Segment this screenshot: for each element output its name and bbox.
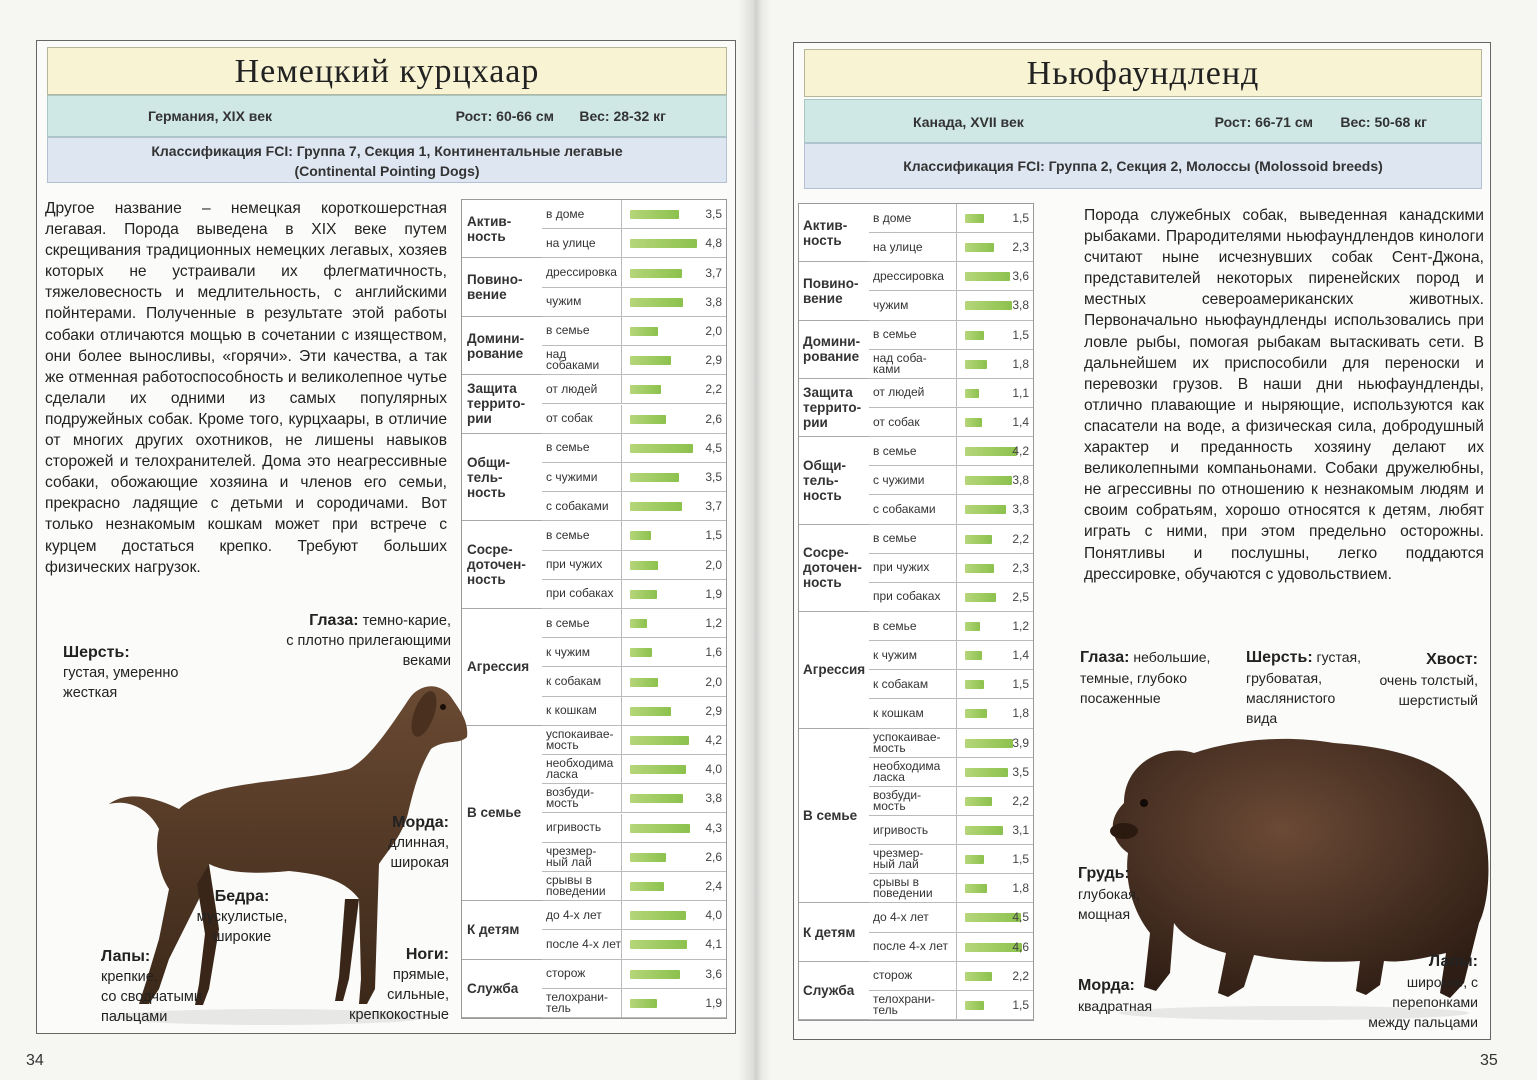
rating-bar xyxy=(965,505,1006,514)
rating-label: в семье xyxy=(546,317,622,345)
rating-value: 2,0 xyxy=(705,323,722,338)
breed-description: Другое название – немецкая короткошерстная легавая. Порода выведена в XIX веке путем скрещивания традиционных немецких легавых, хозяев которых не устраивали их флегматичность, тяжеловесность и медлительность, с английскими пойнтерами. Полученные в результате этой работы собаки отличаются мощью в сочетании с изяществом, они более выносливы, «горячи». Эти качества, а так же отменная работоспособность и великолепное чутье сделали их одними из самых популярных подружейных собак. Кроме того, курцхаары, в отличие от многих других охотников, не лишены навыков сторожей и телохранителей. Дома это неагрессивные собаки, обожающие хозяина и членов его семьи, прекрасно ладящие с детьми и сородичами. Вот только незнакомым кошкам может при встрече с курцем достаться крепко. Требуют больших физических нагрузок. xyxy=(45,200,447,576)
rating-bar xyxy=(965,331,984,340)
rating-bar xyxy=(630,678,658,687)
rating-bar xyxy=(965,476,1012,485)
rating-label: после 4-х лет xyxy=(546,930,622,958)
rating-bar xyxy=(630,444,693,453)
rating-value: 4,5 xyxy=(705,440,722,455)
rating-row xyxy=(542,346,726,375)
rating-label: над собаками xyxy=(546,346,622,374)
rating-value: 1,5 xyxy=(1012,327,1029,342)
rating-bar xyxy=(630,794,683,803)
rating-group: Актив- ность xyxy=(462,200,542,258)
rating-value: 1,4 xyxy=(1012,415,1029,430)
rating-value: 3,3 xyxy=(1012,502,1029,517)
rating-row xyxy=(869,991,1033,1020)
rating-value: 1,9 xyxy=(705,586,722,601)
rating-bar xyxy=(965,680,984,689)
rating-value: 3,5 xyxy=(705,470,722,485)
book-gutter xyxy=(738,0,772,1080)
rating-label: телохрани- тель xyxy=(546,989,622,1017)
rating-bar xyxy=(630,239,697,248)
fci-bar xyxy=(804,143,1482,189)
rating-value: 1,2 xyxy=(1012,619,1029,634)
rating-bar xyxy=(965,418,982,427)
rating-row xyxy=(869,291,1033,320)
rating-value: 2,4 xyxy=(705,879,722,894)
rating-row xyxy=(869,787,1033,816)
rating-bar xyxy=(965,243,994,252)
rating-group: Сосре- доточен- ность xyxy=(799,525,869,612)
rating-value: 2,2 xyxy=(1012,531,1029,546)
rating-value: 1,5 xyxy=(1012,211,1029,226)
rating-label: сторож xyxy=(873,962,957,990)
rating-label: в семье xyxy=(873,321,957,349)
rating-row xyxy=(542,492,726,521)
rating-bar xyxy=(630,970,680,979)
rating-label: дрессировка xyxy=(546,258,622,286)
rating-bar xyxy=(965,564,994,573)
rating-row xyxy=(869,845,1033,874)
rating-value: 3,6 xyxy=(1012,269,1029,284)
rating-bar xyxy=(965,884,987,893)
rating-label: при чужих xyxy=(546,551,622,579)
rating-bar xyxy=(965,622,980,631)
rating-bar xyxy=(630,327,658,336)
rating-row xyxy=(869,933,1033,962)
rating-label: в семье xyxy=(873,612,957,640)
rating-label: к чужим xyxy=(873,641,957,669)
rating-label: на улице xyxy=(873,233,957,261)
caption-coat: Шерсть: густая, грубоватая, маслянистого вида xyxy=(1246,649,1362,726)
rating-row xyxy=(869,583,1033,612)
rating-label: от собак xyxy=(546,405,622,433)
caption-legs: Ноги: прямые, сильные, крепкокостные xyxy=(349,946,449,1023)
rating-label: необходима ласка xyxy=(546,755,622,783)
rating-label: до 4-х лет xyxy=(546,901,622,929)
rating-label: чужим xyxy=(873,291,957,319)
rating-row xyxy=(869,816,1033,845)
right-page xyxy=(793,42,1491,1040)
rating-row xyxy=(869,204,1033,233)
rating-bar xyxy=(630,269,682,278)
rating-row xyxy=(542,229,726,258)
rating-bar xyxy=(965,535,992,544)
rating-label: в семье xyxy=(873,437,957,465)
rating-group: Актив- ность xyxy=(799,204,869,262)
rating-value: 1,9 xyxy=(705,995,722,1010)
rating-value: 1,5 xyxy=(1012,997,1029,1012)
rating-value: 1,1 xyxy=(1012,385,1029,400)
rating-bar xyxy=(630,882,664,891)
rating-value: 2,2 xyxy=(705,382,722,397)
rating-row xyxy=(869,962,1033,991)
caption-muzzle: Морда: квадратная xyxy=(1078,977,1153,1014)
rating-row xyxy=(869,641,1033,670)
info-bar xyxy=(47,95,727,137)
rating-row xyxy=(542,901,726,930)
rating-label: при чужих xyxy=(873,554,957,582)
rating-row xyxy=(869,321,1033,350)
rating-row xyxy=(542,930,726,959)
rating-value: 2,2 xyxy=(1012,968,1029,983)
rating-bar xyxy=(630,502,682,511)
rating-bar xyxy=(965,593,996,602)
rating-group: К детям xyxy=(462,901,542,959)
rating-row xyxy=(869,758,1033,787)
rating-row xyxy=(542,638,726,667)
rating-value: 3,5 xyxy=(1012,764,1029,779)
rating-row xyxy=(869,874,1033,903)
rating-value: 1,8 xyxy=(1012,881,1029,896)
rating-label: необходима ласка xyxy=(873,758,957,786)
ratings-table xyxy=(461,199,727,1019)
rating-row xyxy=(542,726,726,755)
rating-value: 1,5 xyxy=(1012,677,1029,692)
caption-tail: Хвост: очень толстый, шерстистый xyxy=(1379,651,1478,708)
rating-label: успокаивае- мость xyxy=(546,726,622,754)
rating-bar xyxy=(965,1001,984,1010)
fci-line-1: Классификация FCI: Группа 7, Секция 1, Континентальные легавые xyxy=(151,143,623,159)
rating-value: 3,5 xyxy=(705,207,722,222)
caption-muzzle: Морда: длинная, широкая xyxy=(388,814,449,871)
rating-value: 1,8 xyxy=(1012,356,1029,371)
rating-bar xyxy=(965,826,1003,835)
rating-bar xyxy=(630,940,687,949)
rating-value: 3,8 xyxy=(1012,473,1029,488)
rating-row xyxy=(542,258,726,287)
rating-value: 3,7 xyxy=(705,265,722,280)
fci-line-2: (Continental Pointing Dogs) xyxy=(294,163,480,179)
rating-label: дрессировка xyxy=(873,262,957,290)
rating-value: 4,1 xyxy=(705,937,722,952)
caption-thighs: Бедра: мускулистые, широкие xyxy=(196,888,288,945)
rating-label: от собак xyxy=(873,408,957,436)
rating-label: игривость xyxy=(546,814,622,842)
rating-bar xyxy=(630,473,679,482)
rating-row xyxy=(542,697,726,726)
rating-label: возбуди- мость xyxy=(873,787,957,815)
rating-row xyxy=(542,551,726,580)
rating-bar xyxy=(630,590,657,599)
rating-label: срывы в поведении xyxy=(546,872,622,900)
rating-row xyxy=(869,262,1033,291)
page-title: Немецкий курцхаар xyxy=(47,47,727,95)
rating-bar xyxy=(630,385,661,394)
rating-row xyxy=(542,814,726,843)
rating-bar xyxy=(630,824,690,833)
rating-bar xyxy=(965,360,987,369)
caption-coat: Шерсть: густая, умеренно жесткая xyxy=(63,644,179,701)
rating-row xyxy=(542,667,726,696)
rating-label: при собаках xyxy=(873,583,957,611)
rating-value: 4,8 xyxy=(705,236,722,251)
rating-row xyxy=(542,784,726,813)
rating-row xyxy=(542,317,726,346)
rating-label: срывы в поведении xyxy=(873,874,957,902)
rating-bar xyxy=(965,739,1013,748)
rating-value: 2,3 xyxy=(1012,560,1029,575)
rating-bar xyxy=(630,415,666,424)
rating-value: 1,8 xyxy=(1012,706,1029,721)
rating-group: Служба xyxy=(799,962,869,1020)
rating-bar xyxy=(630,648,652,657)
page-number-left: 34 xyxy=(26,1052,44,1069)
rating-label: успокаивае- мость xyxy=(873,729,957,757)
ratings-table xyxy=(798,203,1034,1021)
rating-value: 2,5 xyxy=(1012,589,1029,604)
weight: Вес: 28-32 кг xyxy=(579,108,666,124)
rating-label: над соба- ками xyxy=(873,350,957,378)
rating-value: 1,6 xyxy=(705,645,722,660)
rating-row xyxy=(542,288,726,317)
rating-value: 2,0 xyxy=(705,557,722,572)
rating-bar xyxy=(965,301,1012,310)
rating-label: с чужими xyxy=(546,463,622,491)
rating-value: 4,0 xyxy=(705,762,722,777)
rating-group: Защита террито- рии xyxy=(462,375,542,433)
rating-bar xyxy=(965,447,1017,456)
rating-value: 3,9 xyxy=(1012,735,1029,750)
rating-label: чрезмер- ный лай xyxy=(873,845,957,873)
rating-row xyxy=(542,463,726,492)
rating-value: 3,1 xyxy=(1012,823,1029,838)
rating-value: 4,2 xyxy=(1012,444,1029,459)
rating-value: 3,6 xyxy=(705,966,722,981)
rating-value: 2,9 xyxy=(705,353,722,368)
rating-row xyxy=(869,554,1033,583)
rating-row xyxy=(869,437,1033,466)
weight: Вес: 50-68 кг xyxy=(1340,114,1427,130)
rating-row xyxy=(542,609,726,638)
rating-value: 1,4 xyxy=(1012,648,1029,663)
rating-group: Домини- рование xyxy=(799,321,869,379)
rating-label: после 4-х лет xyxy=(873,933,957,961)
rating-group: Общи- тель- ность xyxy=(462,434,542,522)
rating-row xyxy=(869,699,1033,728)
info-bar xyxy=(804,99,1482,143)
rating-group: Домини- рование xyxy=(462,317,542,375)
rating-bar xyxy=(965,651,982,660)
rating-value: 4,2 xyxy=(705,732,722,747)
rating-bar xyxy=(630,999,657,1008)
rating-bar xyxy=(965,272,1010,281)
rating-row xyxy=(542,843,726,872)
rating-bar xyxy=(630,210,679,219)
fci-bar xyxy=(47,137,727,183)
rating-bar xyxy=(630,736,689,745)
rating-value: 3,7 xyxy=(705,499,722,514)
rating-row xyxy=(869,466,1033,495)
rating-label: от людей xyxy=(546,375,622,403)
rating-group: В семье xyxy=(462,726,542,901)
rating-label: в доме xyxy=(546,200,622,228)
rating-bar xyxy=(965,972,992,981)
rating-row xyxy=(869,525,1033,554)
rating-bar xyxy=(630,765,686,774)
rating-group: Служба xyxy=(462,960,542,1018)
rating-value: 4,3 xyxy=(705,820,722,835)
rating-group: Сосре- доточен- ность xyxy=(462,521,542,609)
rating-row xyxy=(869,903,1033,932)
rating-bar xyxy=(965,855,984,864)
rating-row xyxy=(869,233,1033,262)
rating-group: Агрессия xyxy=(462,609,542,726)
caption-chest: Грудь: глубокая, мощная xyxy=(1078,865,1140,922)
rating-value: 3,8 xyxy=(705,294,722,309)
rating-label: к собакам xyxy=(546,667,622,695)
rating-row xyxy=(542,989,726,1018)
rating-row xyxy=(869,495,1033,524)
rating-row xyxy=(869,379,1033,408)
rating-group: В семье xyxy=(799,729,869,904)
rating-label: телохрани- тель xyxy=(873,991,957,1019)
rating-row xyxy=(869,612,1033,641)
rating-label: возбуди- мость xyxy=(546,784,622,812)
origin: Канада, XVII век xyxy=(913,114,1024,130)
fci-line-1: Классификация FCI: Группа 2, Секция 2, Молоссы (Molossoid breeds) xyxy=(903,158,1383,174)
height: Рост: 60-66 см xyxy=(455,108,554,124)
rating-group: Повино- вение xyxy=(462,258,542,316)
breed-description: Порода служебных собак, выведенная канадскими рыбаками. Прародителями ньюфаундлендов кинологи считают ныне исчезнувших собак Сент-Джона, представителей некоторых пиренейских пород и местных североамериканских животных. Первоначально ньюфаундленды использовались при ловле рыбы, помогая рыбакам вытаскивать сети. В дальнейшем их приспособили для переноски и перевозки грузов. В наши дни ньюфаундленды, отлично плавающие и ныряющие, используются как спасатели на воде, а физическая сила, добродушный характер и преданность хозяину делают их великолепными компаньонами. Собаки дружелюбны, не агрессивны по отношению к незнакомым людям и своим собратьям, хорошо относятся к детям, любят играть с ними, при этом предельно осторожны. Понятливы и послушны, легко поддаются дрессировке, обучаются с удовольствием. xyxy=(1084,207,1484,583)
rating-label: в доме xyxy=(873,204,957,232)
rating-value: 3,8 xyxy=(705,791,722,806)
rating-row xyxy=(542,755,726,784)
rating-value: 2,2 xyxy=(1012,793,1029,808)
rating-row xyxy=(869,408,1033,437)
rating-label: на улице xyxy=(546,229,622,257)
rating-row xyxy=(542,580,726,609)
rating-label: к кошкам xyxy=(546,697,622,725)
rating-label: в семье xyxy=(546,609,622,637)
page-number-right: 35 xyxy=(1480,1052,1498,1069)
rating-label: от людей xyxy=(873,379,957,407)
left-page xyxy=(36,40,736,1034)
rating-row xyxy=(542,521,726,550)
rating-label: с собаками xyxy=(546,492,622,520)
rating-bar xyxy=(630,356,671,365)
rating-row xyxy=(869,350,1033,379)
rating-row xyxy=(542,200,726,229)
rating-group: К детям xyxy=(799,903,869,961)
rating-bar xyxy=(630,298,683,307)
rating-label: в семье xyxy=(546,521,622,549)
rating-label: в семье xyxy=(873,525,957,553)
rating-row xyxy=(869,670,1033,699)
rating-row xyxy=(542,405,726,434)
rating-label: в семье xyxy=(546,434,622,462)
rating-value: 2,3 xyxy=(1012,240,1029,255)
caption-paws: Лапы: широкие, с перепонками между пальцами xyxy=(1368,953,1478,1030)
caption-paws: Лапы: крепкие, со сводчатыми пальцами xyxy=(101,948,202,1025)
origin: Германия, XIX век xyxy=(148,108,273,124)
rating-bar xyxy=(965,709,987,718)
rating-row xyxy=(542,872,726,901)
rating-label: к кошкам xyxy=(873,699,957,727)
rating-row xyxy=(542,960,726,989)
page-title: Ньюфаундленд xyxy=(804,49,1482,97)
rating-group: Общи- тель- ность xyxy=(799,437,869,524)
rating-bar xyxy=(630,531,651,540)
rating-value: 2,6 xyxy=(705,849,722,864)
rating-value: 2,6 xyxy=(705,411,722,426)
rating-label: при собаках xyxy=(546,580,622,608)
rating-label: сторож xyxy=(546,960,622,988)
rating-label: к чужим xyxy=(546,638,622,666)
rating-bar xyxy=(965,768,1008,777)
rating-value: 1,2 xyxy=(705,616,722,631)
rating-label: чрезмер- ный лай xyxy=(546,843,622,871)
caption-eyes: Глаза: темно-карие, с плотно прилегающими веками xyxy=(286,612,451,669)
rating-label: с собаками xyxy=(873,495,957,523)
rating-group: Защита террито- рии xyxy=(799,379,869,437)
rating-label: чужим xyxy=(546,288,622,316)
rating-value: 2,0 xyxy=(705,674,722,689)
rating-bar xyxy=(630,707,671,716)
rating-label: до 4-х лет xyxy=(873,903,957,931)
rating-bar xyxy=(630,619,647,628)
rating-row xyxy=(542,375,726,404)
rating-bar xyxy=(630,561,658,570)
caption-eyes: Глаза: небольшие, темные, глубоко посаженные xyxy=(1080,649,1211,706)
rating-value: 1,5 xyxy=(1012,852,1029,867)
rating-value: 4,6 xyxy=(1012,939,1029,954)
rating-value: 4,5 xyxy=(1012,910,1029,925)
rating-value: 4,0 xyxy=(705,908,722,923)
rating-label: к собакам xyxy=(873,670,957,698)
rating-group: Агрессия xyxy=(799,612,869,729)
rating-row xyxy=(869,729,1033,758)
rating-bar xyxy=(965,797,992,806)
height: Рост: 66-71 см xyxy=(1214,114,1313,130)
rating-label: игривость xyxy=(873,816,957,844)
rating-bar xyxy=(965,389,979,398)
rating-value: 3,8 xyxy=(1012,298,1029,313)
rating-label: с чужими xyxy=(873,466,957,494)
rating-row xyxy=(542,434,726,463)
rating-bar xyxy=(630,853,666,862)
rating-group: Повино- вение xyxy=(799,262,869,320)
rating-bar xyxy=(965,214,984,223)
rating-value: 1,5 xyxy=(705,528,722,543)
rating-bar xyxy=(630,911,686,920)
rating-value: 2,9 xyxy=(705,703,722,718)
